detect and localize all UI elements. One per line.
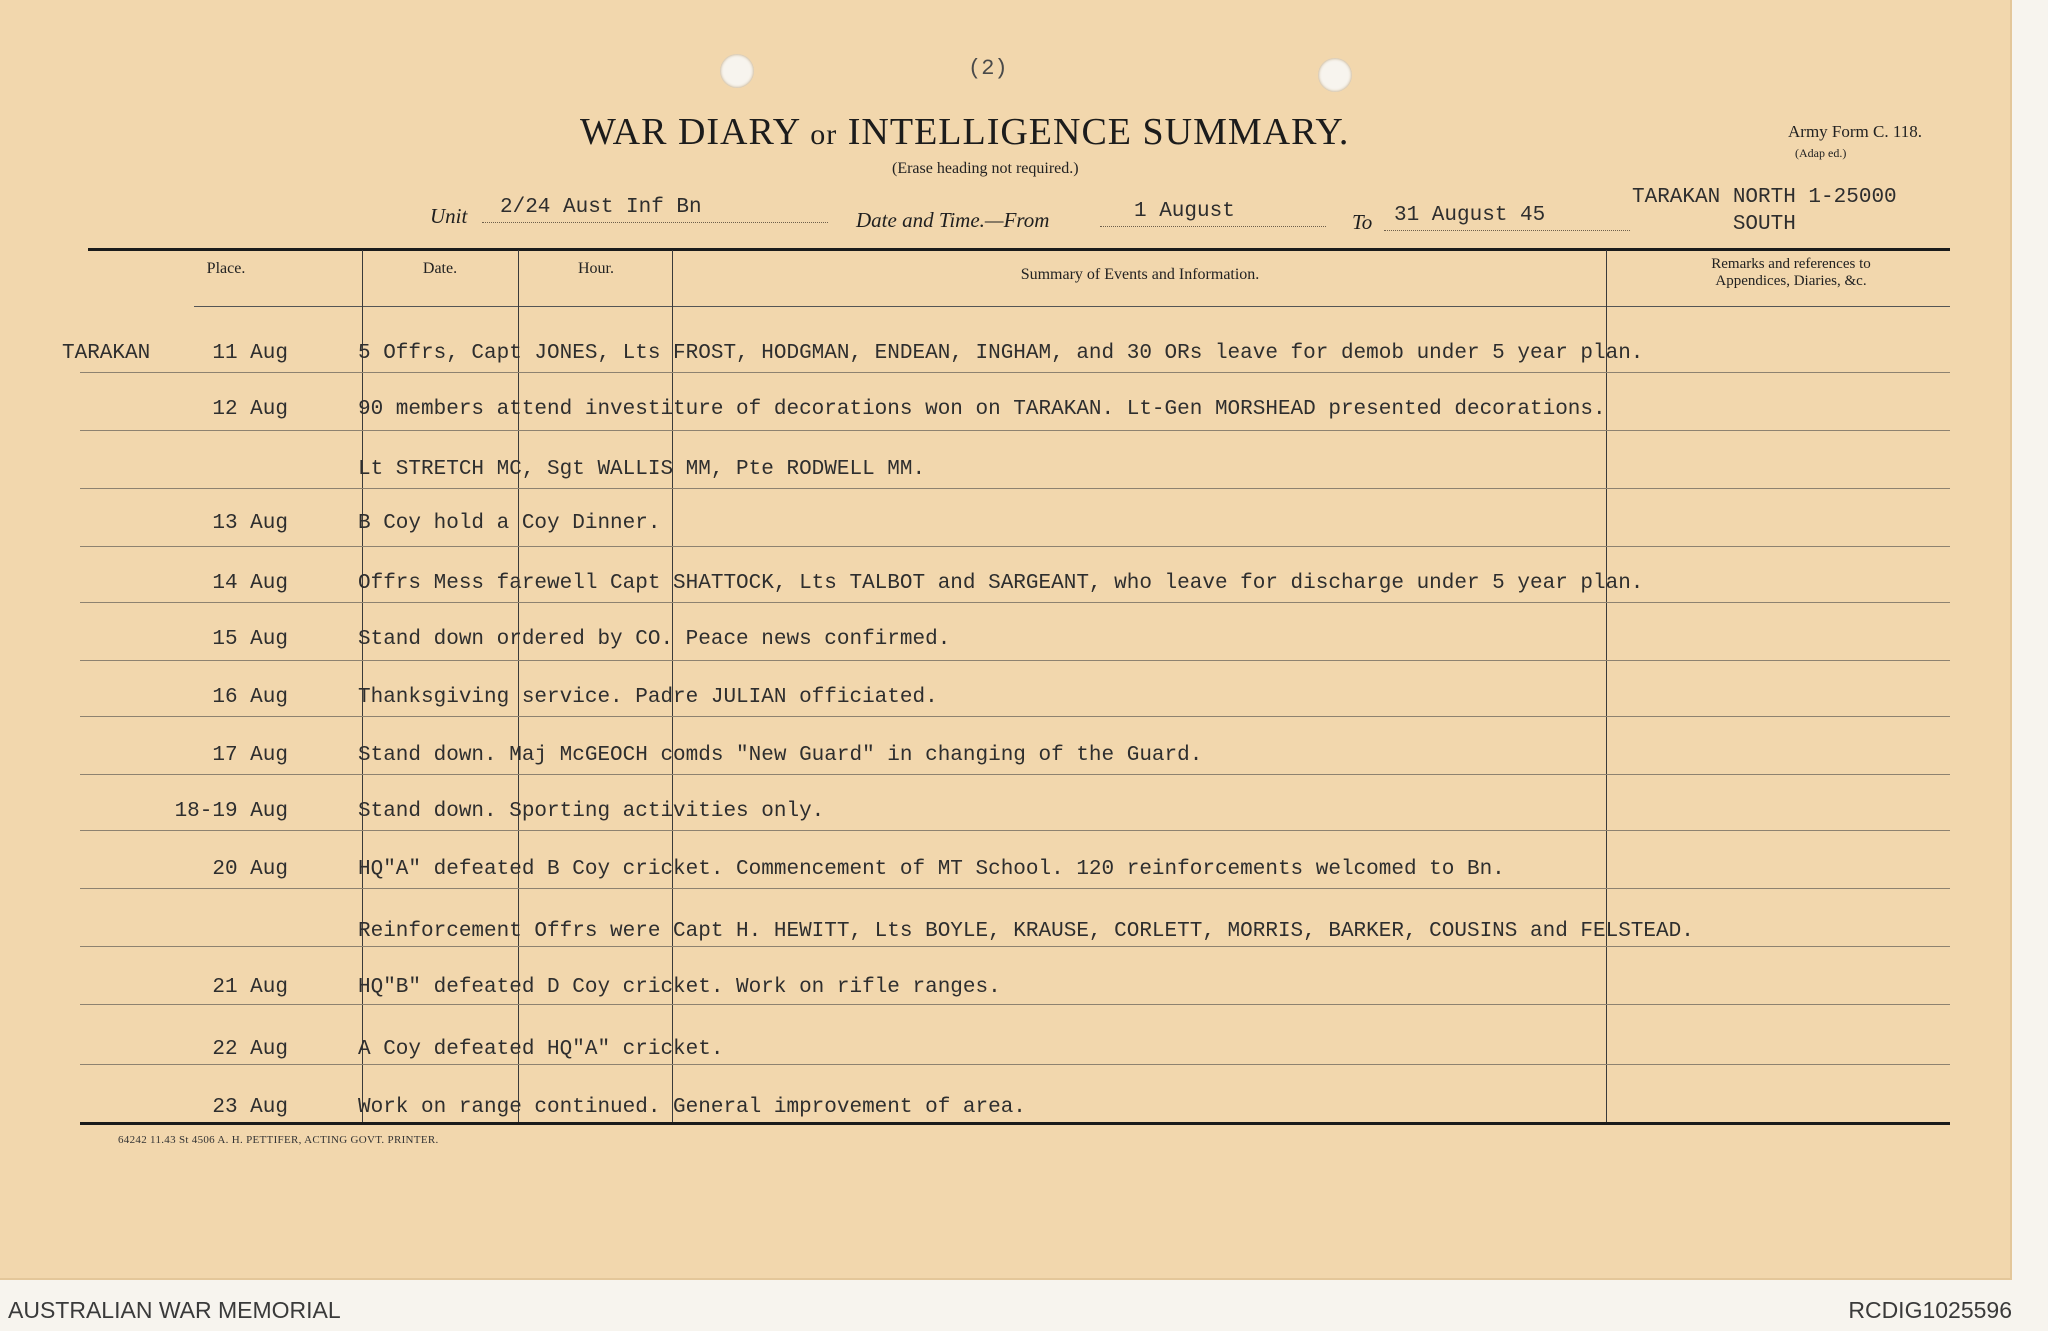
entry-summary: 5 Offrs, Capt JONES, Lts FROST, HODGMAN, ENDEAN, INGHAM, and 30 ORs leave for demob under 5 year plan. xyxy=(358,342,1644,365)
page-number: (2) xyxy=(968,56,1008,81)
adap-note: (Adap ed.) xyxy=(1795,146,1847,160)
entry-date: 16 Aug xyxy=(212,686,288,709)
entry-summary: A Coy defeated HQ"A" cricket. xyxy=(358,1038,724,1061)
col-head-summary: Summary of Events and Information. xyxy=(1020,266,1260,283)
row-rule xyxy=(80,774,1950,775)
archive-credit: AUSTRALIAN WAR MEMORIAL xyxy=(8,1297,341,1323)
page-title xyxy=(580,110,1349,154)
map-reference-line1: TARAKAN NORTH 1-25000 xyxy=(1632,186,1897,209)
title-main: WAR DIARY xyxy=(580,111,800,153)
entry-date: 11 Aug xyxy=(212,342,288,365)
entry-summary: Thanksgiving service. Padre JULIAN officiated. xyxy=(358,686,938,709)
date-to-value: 31 August 45 xyxy=(1394,204,1546,227)
entry-date: 22 Aug xyxy=(212,1038,288,1061)
entry-summary: Lt STRETCH MC, Sgt WALLIS MM, Pte RODWELL MM. xyxy=(358,458,926,481)
entry-summary: Offrs Mess farewell Capt SHATTOCK, Lts TALBOT and SARGEANT, who leave for discharge under 5 year plan. xyxy=(358,572,1644,595)
map-reference xyxy=(1632,184,1897,238)
entry-summary: Stand down ordered by CO. Peace news confirmed. xyxy=(358,628,951,651)
col-head-place: Place. xyxy=(206,260,246,277)
title-or: or xyxy=(810,118,838,151)
unit-value: 2/24 Aust Inf Bn xyxy=(500,196,702,219)
row-rule xyxy=(80,830,1950,831)
entry-date: 12 Aug xyxy=(212,398,288,421)
entry-date: 17 Aug xyxy=(212,744,288,767)
date-from-value: 1 August xyxy=(1134,200,1235,223)
header-bottom-rule xyxy=(194,306,1950,307)
col-head-remarks xyxy=(1626,256,1956,290)
row-rule xyxy=(80,546,1950,547)
entry-summary: Stand down. Maj McGEOCH comds "New Guard" in changing of the Guard. xyxy=(358,744,1203,767)
erase-note: (Erase heading not required.) xyxy=(892,160,1079,177)
entry-summary: Work on range continued. General improvement of area. xyxy=(358,1096,1026,1119)
col-head-hour: Hour. xyxy=(578,260,614,277)
entry-summary: 90 members attend investiture of decorations won on TARAKAN. Lt-Gen MORSHEAD presented decorations. xyxy=(358,398,1606,421)
entry-summary: Reinforcement Offrs were Capt H. HEWITT, Lts BOYLE, KRAUSE, CORLETT, MORRIS, BARKER, COUSINS and FELSTEAD. xyxy=(358,920,1694,943)
row-rule xyxy=(80,1004,1950,1005)
date-from-dotted-line xyxy=(1100,226,1326,227)
col-head-date: Date. xyxy=(422,260,458,277)
entry-date: 23 Aug xyxy=(212,1096,288,1119)
entry-date: 20 Aug xyxy=(212,858,288,881)
date-from-label: Date and Time.—From xyxy=(856,208,1050,232)
unit-label: Unit xyxy=(430,204,468,228)
col-head-remarks-line1: Remarks and references to xyxy=(1711,256,1871,272)
entry-summary: Stand down. Sporting activities only. xyxy=(358,800,825,823)
row-rule xyxy=(80,602,1950,603)
printer-imprint: 64242 11.43 St 4506 A. H. PETTIFER, ACTING GOVT. PRINTER. xyxy=(118,1134,439,1146)
row-rule xyxy=(80,1064,1950,1065)
entry-place: TARAKAN xyxy=(62,342,151,365)
row-rule xyxy=(80,372,1950,373)
row-rule xyxy=(80,660,1950,661)
entry-date: 13 Aug xyxy=(212,512,288,535)
row-rule xyxy=(80,430,1950,431)
row-rule xyxy=(80,888,1950,889)
entry-date: 18-19 Aug xyxy=(174,800,288,823)
col-head-remarks-line2: Appendices, Diaries, &c. xyxy=(1715,273,1867,289)
archive-id: RCDIG1025596 xyxy=(1848,1297,2012,1323)
entry-date: 21 Aug xyxy=(212,976,288,999)
unit-dotted-line xyxy=(482,222,828,223)
row-rule xyxy=(80,946,1950,947)
entry-summary: B Coy hold a Coy Dinner. xyxy=(358,512,661,535)
entry-date: 15 Aug xyxy=(212,628,288,651)
title-end: INTELLIGENCE SUMMARY. xyxy=(847,111,1350,153)
row-rule xyxy=(80,716,1950,717)
map-reference-line2: SOUTH xyxy=(1732,213,1796,236)
punch-hole-right xyxy=(1318,58,1352,92)
entry-summary: HQ"A" defeated B Coy cricket. Commencement of MT School. 120 reinforcements welcomed to Bn. xyxy=(358,858,1505,881)
entry-date: 14 Aug xyxy=(212,572,288,595)
date-to-dotted-line xyxy=(1384,230,1630,231)
table-top-rule xyxy=(88,248,1950,251)
punch-hole-left xyxy=(720,54,754,88)
col-divider-remarks xyxy=(1606,250,1607,1122)
entry-summary: HQ"B" defeated D Coy cricket. Work on rifle ranges. xyxy=(358,976,1001,999)
table-bottom-rule xyxy=(80,1122,1950,1125)
army-form-number: Army Form C. 118. xyxy=(1788,122,1922,141)
row-rule xyxy=(80,488,1950,489)
date-to-label: To xyxy=(1352,210,1373,234)
